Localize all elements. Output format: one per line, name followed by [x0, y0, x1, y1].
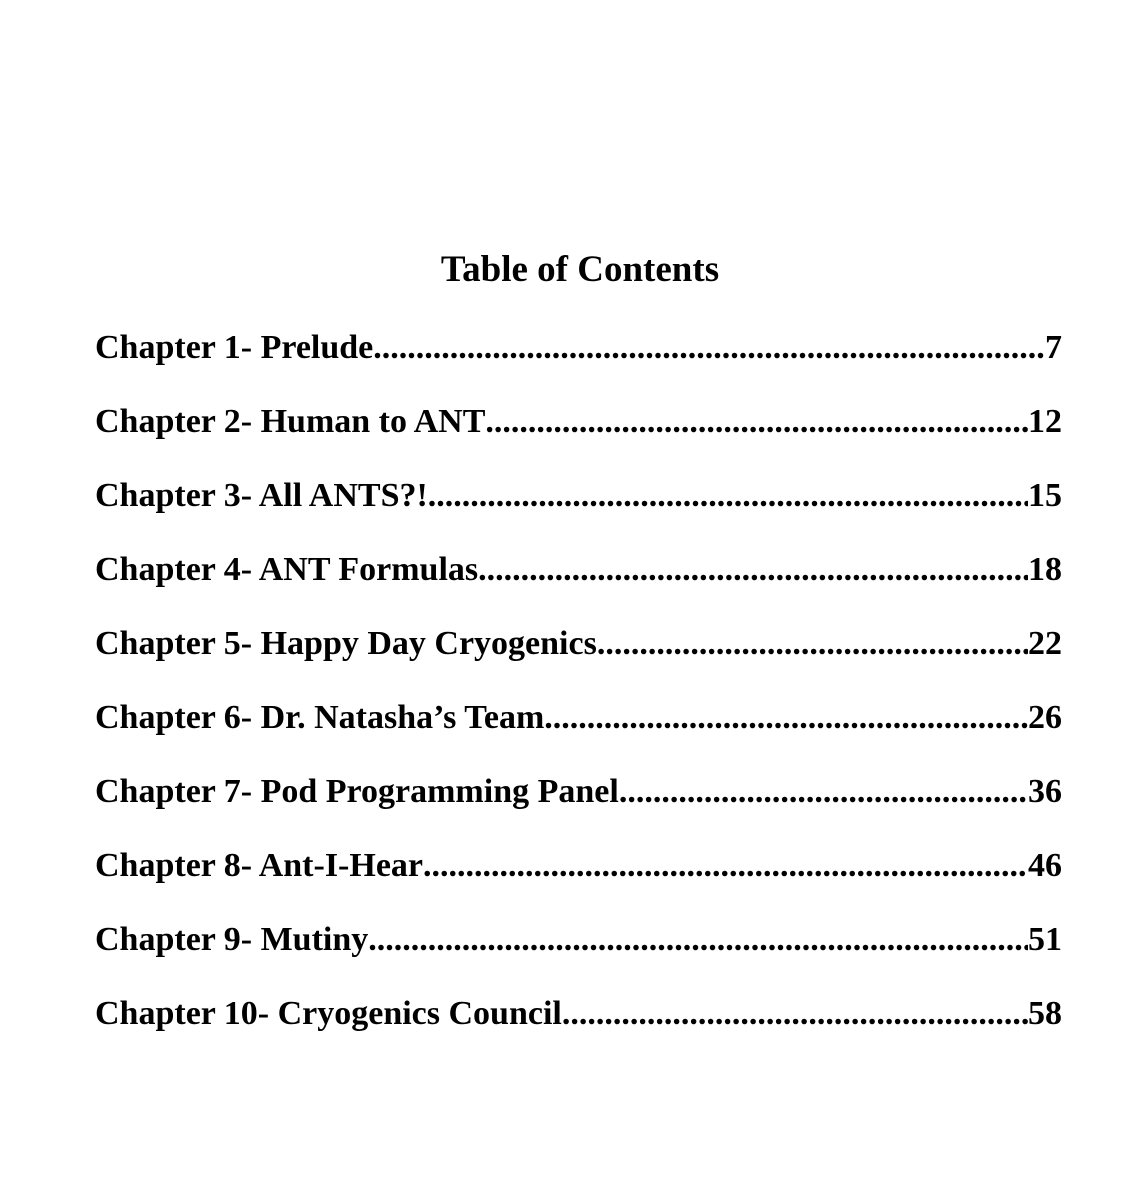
toc-entry-page: 18 [1028, 551, 1062, 588]
toc-entry [95, 841, 1062, 915]
toc-dot-leader [423, 841, 1028, 891]
toc-entry-label: Chapter 1- Prelude [95, 329, 374, 366]
toc-entry-label: Chapter 5- Happy Day Cryogenics [95, 625, 597, 662]
toc-entry [95, 397, 1062, 471]
toc-dot-leader [428, 471, 1028, 521]
toc-entry-page: 12 [1028, 403, 1062, 440]
toc-dot-leader [485, 397, 1028, 447]
toc-dot-leader [619, 767, 1028, 817]
toc-entry [95, 471, 1062, 545]
toc-entry-label: Chapter 6- Dr. Natasha’s Team [95, 699, 545, 736]
toc-entry [95, 693, 1062, 767]
toc-entry [95, 915, 1062, 989]
toc-entry-page: 46 [1028, 847, 1062, 884]
toc-dot-leader [597, 619, 1028, 669]
toc-entry [95, 989, 1062, 1063]
toc-list [95, 323, 1062, 1063]
toc-dot-leader [544, 693, 1028, 743]
toc-entry [95, 619, 1062, 693]
toc-entry-page: 15 [1028, 477, 1062, 514]
toc-entry-page: 22 [1028, 625, 1062, 662]
toc-dot-leader [478, 545, 1028, 595]
toc-entry-label: Chapter 4- ANT Formulas [95, 551, 479, 588]
toc-entry-label: Chapter 7- Pod Programming Panel [95, 773, 619, 810]
toc-entry-label: Chapter 9- Mutiny [95, 921, 369, 958]
toc-entry-label: Chapter 8- Ant-I-Hear [95, 847, 423, 884]
toc-entry-page: 51 [1028, 921, 1062, 958]
toc-entry [95, 323, 1062, 397]
toc-entry-page: 7 [1045, 329, 1062, 366]
toc-entry-label: Chapter 2- Human to ANT [95, 403, 486, 440]
toc-entry-page: 26 [1028, 699, 1062, 736]
toc-entry-page: 58 [1028, 995, 1062, 1032]
page-title: Table of Contents [440, 249, 720, 290]
toc-dot-leader [562, 989, 1028, 1039]
toc-entry-page: 36 [1028, 773, 1062, 810]
toc-entry-label: Chapter 10- Cryogenics Council [95, 995, 562, 1032]
toc-dot-leader [368, 915, 1028, 965]
toc-dot-leader [373, 323, 1045, 373]
toc-entry-label: Chapter 3- All ANTS?! [95, 477, 428, 514]
toc-entry [95, 545, 1062, 619]
toc-entry [95, 767, 1062, 841]
